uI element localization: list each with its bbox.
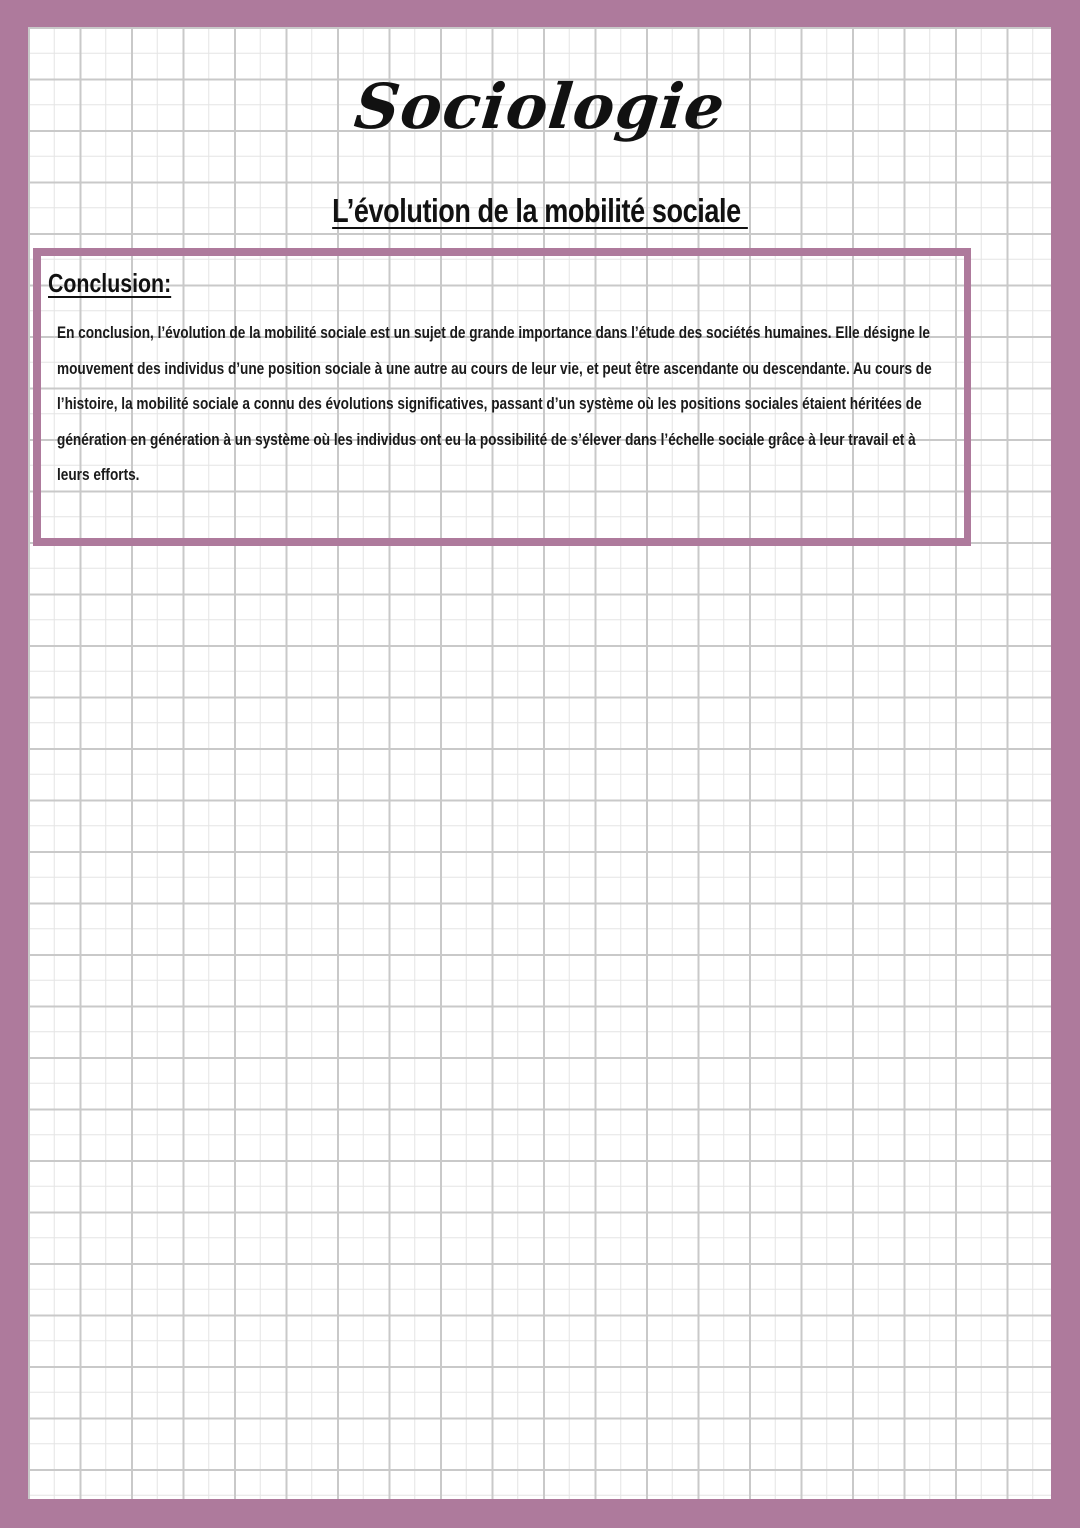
conclusion-line: leurs efforts. [57, 466, 140, 484]
conclusion-line: En conclusion, l’évolution de la mobilité sociale est un sujet de grande importance dans l’étude des sociétés humaines. Elle désigne le [57, 324, 930, 342]
conclusion-line: l’histoire, la mobilité sociale a connu des évolutions significatives, passant d’un système où les positions sociales étaient héritées de [57, 395, 922, 413]
conclusion-paragraph [57, 316, 932, 494]
page-subtitle [97, 192, 983, 230]
conclusion-line: génération en génération à un système où les individus ont eu la possibilité de s’élever dans l’échelle sociale grâce à leur travail et à [57, 430, 916, 449]
conclusion-heading: Conclusion: [48, 268, 172, 298]
conclusion-line: mouvement des individus d’une position sociale à une autre au cours de leur vie, et peut être ascendante ou descendante. Au cours de [57, 359, 932, 378]
page-title: Sociologie [351, 70, 729, 143]
subtitle-text: L’évolution de la mobilité sociale [332, 192, 748, 229]
